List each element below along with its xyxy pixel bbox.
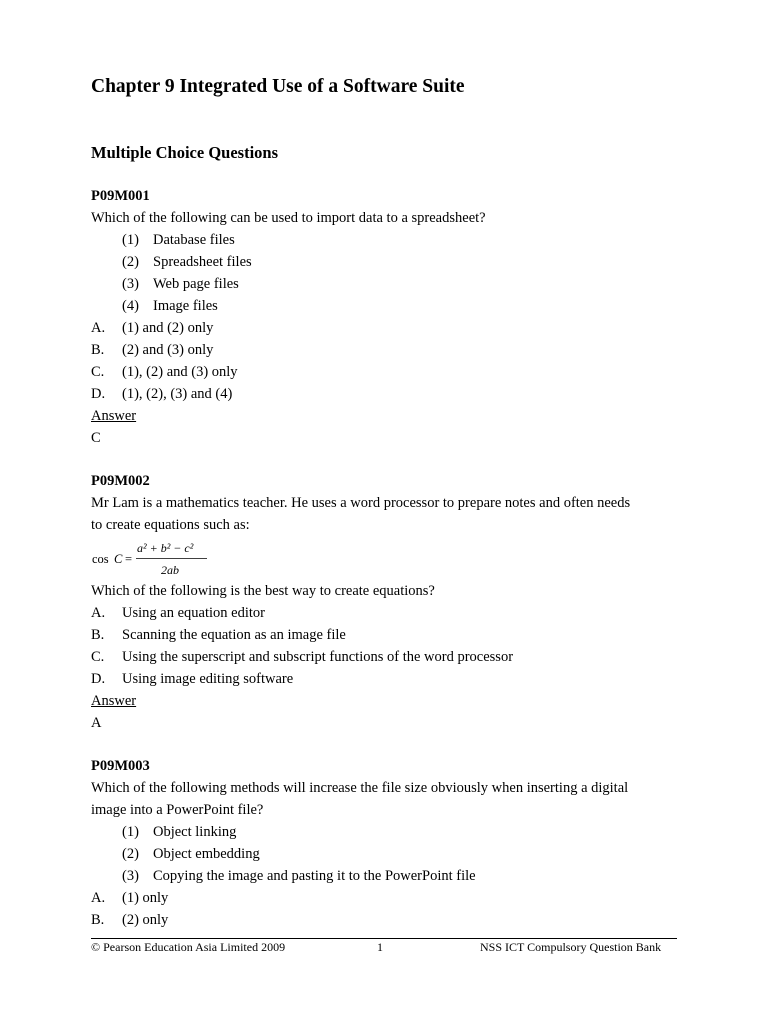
option-text: Using image editing software <box>122 671 294 687</box>
option-text: (1) only <box>122 890 169 906</box>
question-id: P09M003 <box>91 758 150 774</box>
question-id: P09M001 <box>91 188 150 204</box>
equation-variable: C <box>114 552 123 566</box>
question-stem: Which of the following can be used to import data to a spreadsheet? <box>91 210 486 226</box>
option-letter: A. <box>91 320 106 336</box>
answer-label: Answer <box>91 408 137 424</box>
question-stem: to create equations such as: <box>91 517 250 533</box>
option-text: (1), (2), (3) and (4) <box>122 386 233 402</box>
option-letter: A. <box>91 605 106 621</box>
item-text: Object embedding <box>153 846 260 862</box>
item-number: (2) <box>122 254 139 270</box>
footer-book-title: NSS ICT Compulsory Question Bank <box>480 940 662 954</box>
option-text: (2) and (3) only <box>122 342 214 358</box>
answer-label: Answer <box>91 693 137 709</box>
item-text: Web page files <box>153 276 239 292</box>
item-text: Copying the image and pasting it to the PowerPoint file <box>153 868 476 884</box>
equation-numerator: a² + b² − c² <box>137 541 194 555</box>
option-text: (2) only <box>122 912 169 928</box>
question-stem: Which of the following methods will increase the file size obviously when inserting a digital <box>91 780 629 796</box>
answer-value: C <box>91 430 101 446</box>
option-letter: B. <box>91 912 105 928</box>
item-text: Database files <box>153 232 235 248</box>
option-letter: B. <box>91 627 105 643</box>
equation-cos: cos <box>92 552 109 566</box>
option-letter: B. <box>91 342 105 358</box>
item-number: (2) <box>122 846 139 862</box>
option-letter: C. <box>91 364 105 380</box>
question-text: Which of the following is the best way to create equations? <box>91 583 435 599</box>
option-letter: C. <box>91 649 105 665</box>
option-letter: D. <box>91 386 106 402</box>
option-text: Using the superscript and subscript functions of the word processor <box>122 649 514 665</box>
option-text: (1), (2) and (3) only <box>122 364 238 380</box>
item-number: (3) <box>122 868 139 884</box>
option-letter: A. <box>91 890 106 906</box>
item-text: Object linking <box>153 824 237 840</box>
footer-copyright: © Pearson Education Asia Limited 2009 <box>91 940 286 954</box>
footer-page-number: 1 <box>377 940 383 954</box>
item-number: (4) <box>122 298 139 314</box>
item-text: Spreadsheet files <box>153 254 252 270</box>
equation-denominator: 2ab <box>161 563 179 577</box>
footer-divider <box>91 938 677 939</box>
item-number: (3) <box>122 276 139 292</box>
option-text: (1) and (2) only <box>122 320 214 336</box>
question-stem: image into a PowerPoint file? <box>91 802 264 818</box>
option-letter: D. <box>91 671 106 687</box>
item-number: (1) <box>122 232 139 248</box>
section-title: Multiple Choice Questions <box>91 143 279 162</box>
item-number: (1) <box>122 824 139 840</box>
answer-value: A <box>91 715 102 731</box>
equation-equals: = <box>125 552 133 566</box>
option-text: Scanning the equation as an image file <box>122 627 346 643</box>
question-id: P09M002 <box>91 473 150 489</box>
chapter-title: Chapter 9 Integrated Use of a Software Suite <box>91 76 465 97</box>
question-stem: Mr Lam is a mathematics teacher. He uses a word processor to prepare notes and often needs <box>91 495 631 511</box>
option-text: Using an equation editor <box>122 605 265 621</box>
item-text: Image files <box>153 298 218 314</box>
cosine-equation <box>91 539 221 579</box>
